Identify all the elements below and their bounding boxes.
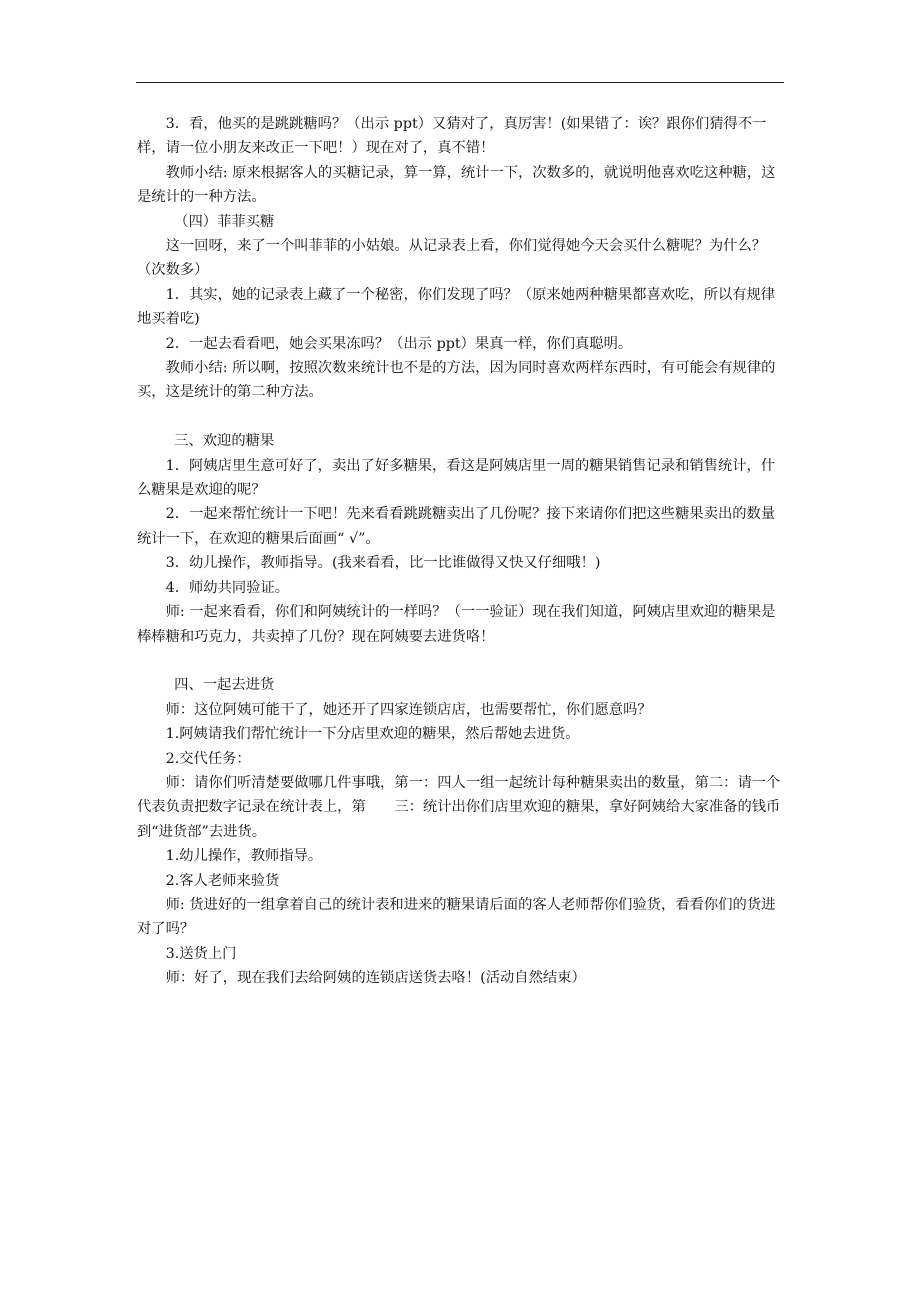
paragraph: 3.送货上门 [165,945,237,962]
section-heading: 三、欢迎的糖果 [174,433,275,450]
paragraph: 1．其实，她的记录表上藏了一个秘密，你们发现了吗？（原来她两种糖果都喜欢吃，所以有规律地买着吃) [137,286,776,328]
document-body [137,112,783,991]
paragraph: 师: 货进好的一组拿着自己的统计表和进来的糖果请后面的客人老师帮你们验货，看看你们的货进对了吗？ [137,896,776,938]
section-heading: 四、一起去进货 [174,677,275,694]
paragraph: 师：这位阿姨可能干了，她还开了四家连锁店店，也需要帮忙，你们愿意吗？ [165,701,652,718]
paragraph: 3．幼儿操作，教师指导。(我来看看，比一比谁做得又快又仔细哦！) [165,555,601,572]
paragraph: 3．看，他买的是跳跳糖吗？（出示 ppt）又猜对了，真厉害！(如果错了：诶？跟你们猜得不一样，请一位小朋友来改正一下吧！）现在对了，真不错！ [137,116,767,157]
paragraph: 2．一起来帮忙统计一下吧！先来看看跳跳糖卖出了几份呢？接下来请你们把这些糖果卖出的数量统计一下，在欢迎的糖果后面画“ √”。 [137,506,776,547]
spacer [137,405,783,429]
paragraph: 2．一起去看看吧，她会买果冻吗？（出示 ppt）果真一样，你们真聪明。 [165,335,633,352]
section-heading: （四）菲菲买糖 [174,213,275,230]
header-rule [136,82,784,83]
paragraph: 1.幼儿操作，教师指导。 [165,848,323,865]
paragraph: 2.交代任务： [165,750,251,767]
paragraph: 4．师幼共同验证。 [165,579,290,596]
paragraph: 教师小结: 原来根据客人的买糖记录，算一算，统计一下，次数多的，就说明他喜欢吃这种糖，这是统计的一种方法。 [137,164,776,206]
paragraph: 师: 一起来看看，你们和阿姨统计的一样吗？（一一验证）现在我们知道，阿姨店里欢迎的糖果是棒棒糖和巧克力，共卖掉了几份？现在阿姨要去进货咯！ [137,604,776,645]
paragraph: 师：好了，现在我们去给阿姨的连锁店送货去咯！(活动自然结束） [165,970,586,987]
spacer [137,649,783,673]
paragraph: 这一回呀，来了一个叫菲菲的小姑娘。从记录表上看，你们觉得她今天会买什么糖呢？为什么？（次数多） [137,238,767,279]
paragraph: 1.阿姨请我们帮忙统计一下分店里欢迎的糖果，然后帮她去进货。 [165,726,580,743]
paragraph: 师：请你们听清楚要做哪几件事哦，第一：四人一组一起统计每种糖果卖出的数量，第二：请一个代表负责把数字记录在统计表上，第 三：统计出你们店里欢迎的糖果，拿好阿姨给大家准备的钱币到“进货部”去进货。 [137,774,781,840]
paragraph: 2.客人老师来验货 [165,872,280,889]
paragraph: 1．阿姨店里生意可好了，卖出了好多糖果，看这是阿姨店里一周的糖果销售记录和销售统计，什么糖果是欢迎的呢？ [137,457,776,499]
paragraph: 教师小结: 所以啊，按照次数来统计也不是的方法，因为同时喜欢两样东西时，有可能会有规律的买，这是统计的第二种方法。 [137,360,776,401]
